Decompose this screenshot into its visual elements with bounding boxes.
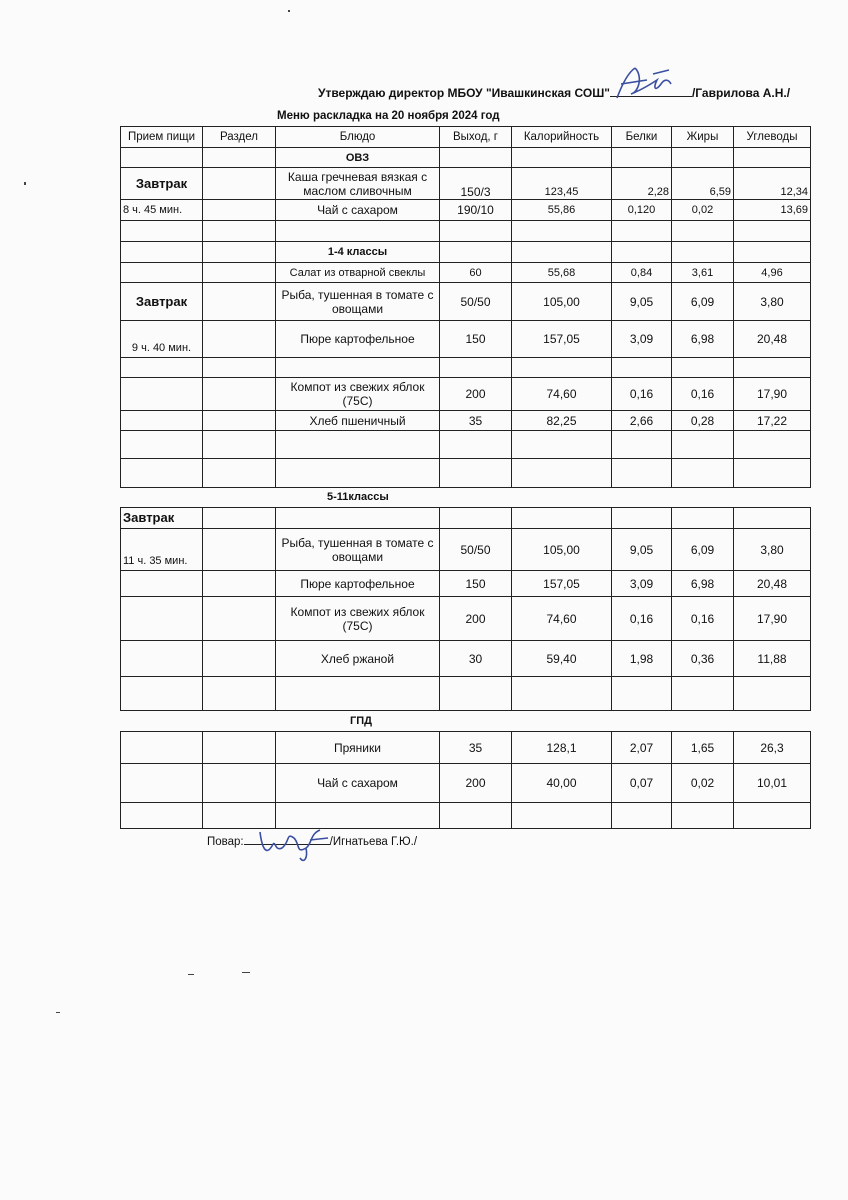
calories: 128,1 [512,732,612,764]
menu-table-2 [120,507,811,711]
output: 35 [440,732,512,764]
calories: 157,05 [512,571,612,597]
empty-row [121,803,811,829]
col-carbs: Углеводы [734,127,811,148]
section-label-gpd: ГПД [350,715,372,727]
calories: 55,68 [512,263,612,283]
table-row [121,529,811,571]
carbs: 4,96 [734,263,811,283]
col-protein: Белки [612,127,672,148]
fat: 6,09 [672,529,734,571]
protein: 0,16 [612,597,672,641]
output: 150 [440,321,512,358]
calories: 74,60 [512,378,612,411]
empty-row [121,459,811,488]
calories: 105,00 [512,529,612,571]
calories: 82,25 [512,411,612,431]
dish: Чай с сахаром [276,200,440,221]
protein: 2,07 [612,732,672,764]
table-row [121,168,811,200]
carbs: 26,3 [734,732,811,764]
section-label: 1-4 классы [276,242,440,263]
scan-speck [56,1012,60,1013]
output: 150/3 [440,168,512,200]
carbs: 17,90 [734,378,811,411]
fat: 6,09 [672,283,734,321]
output: 150 [440,571,512,597]
fat: 0,02 [672,764,734,803]
scan-speck [288,10,290,12]
col-calories: Калорийность [512,127,612,148]
output: 60 [440,263,512,283]
dish: Компот из свежих яблок (75С) [276,378,440,411]
output: 50/50 [440,529,512,571]
table-row [121,597,811,641]
meal-label: Завтрак [121,168,203,200]
section-row-1-4 [121,242,811,263]
dish: Пряники [276,732,440,764]
protein: 2,28 [612,168,672,200]
dish: Каша гречневая вязкая с маслом сливочным [276,168,440,200]
carbs: 20,48 [734,571,811,597]
meal-label: Завтрак [121,283,203,321]
protein: 2,66 [612,411,672,431]
table-row [121,321,811,358]
approval-suffix: /Гаврилова А.Н./ [691,86,791,100]
col-section: Раздел [203,127,276,148]
cook-prefix: Повар: [207,836,244,848]
cook-signature [250,818,340,868]
empty-row [121,431,811,459]
output: 190/10 [440,200,512,221]
approval-prefix: Утверждаю директор МБОУ "Ивашкинская СОШ" [318,86,610,100]
calories: 59,40 [512,641,612,677]
carbs: 20,48 [734,321,811,358]
carbs: 13,69 [734,200,811,221]
output: 35 [440,411,512,431]
table-row [121,732,811,764]
dish: Хлеб ржаной [276,641,440,677]
table-row [121,378,811,411]
approval-line [318,86,790,100]
dish: Пюре картофельное [276,571,440,597]
dish: Рыба, тушенная в томате с овощами [276,283,440,321]
section-label-5-11: 5-11классы [327,491,389,503]
calories: 157,05 [512,321,612,358]
carbs: 12,34 [734,168,811,200]
menu-table-3 [120,731,811,829]
col-meal: Прием пищи [121,127,203,148]
scan-speck [242,972,250,973]
cook-suffix: /Игнатьева Г.Ю./ [329,836,418,848]
fat: 0,02 [672,200,734,221]
empty-row [121,358,811,378]
dish: Хлеб пшеничный [276,411,440,431]
meal-time: 9 ч. 40 мин. [121,321,203,358]
protein: 0,07 [612,764,672,803]
fat: 6,98 [672,321,734,358]
carbs: 10,01 [734,764,811,803]
fat: 0,16 [672,378,734,411]
calories: 40,00 [512,764,612,803]
table-row [121,263,811,283]
output: 200 [440,597,512,641]
fat: 6,59 [672,168,734,200]
table-row [121,571,811,597]
output: 200 [440,378,512,411]
carbs: 3,80 [734,283,811,321]
calories: 105,00 [512,283,612,321]
empty-row [121,677,811,711]
carbs: 11,88 [734,641,811,677]
fat: 3,61 [672,263,734,283]
col-output: Выход, г [440,127,512,148]
protein: 9,05 [612,283,672,321]
section-row-ovz [121,148,811,168]
empty-row [121,221,811,242]
fat: 0,28 [672,411,734,431]
table-row [121,283,811,321]
col-fat: Жиры [672,127,734,148]
protein: 0,16 [612,378,672,411]
dish: Пюре картофельное [276,321,440,358]
dish: Компот из свежих яблок (75С) [276,597,440,641]
carbs: 17,22 [734,411,811,431]
fat: 1,65 [672,732,734,764]
fat: 0,16 [672,597,734,641]
output: 200 [440,764,512,803]
meal-time: 8 ч. 45 мин. [121,200,203,221]
fat: 0,36 [672,641,734,677]
dish: Чай с сахаром [276,764,440,803]
dish: Рыба, тушенная в томате с овощами [276,529,440,571]
calories: 123,45 [512,168,612,200]
menu-table-1 [120,126,811,488]
carbs: 3,80 [734,529,811,571]
protein: 3,09 [612,571,672,597]
protein: 1,98 [612,641,672,677]
col-dish: Блюдо [276,127,440,148]
calories: 55,86 [512,200,612,221]
protein: 0,84 [612,263,672,283]
meal-label: Завтрак [121,508,203,529]
meal-time: 11 ч. 35 мин. [121,529,203,571]
table-row [121,764,811,803]
output: 30 [440,641,512,677]
menu-title: Меню раскладка на 20 ноября 2024 год [277,110,500,122]
table-row [121,641,811,677]
scan-speck [188,974,194,975]
carbs: 17,90 [734,597,811,641]
output: 50/50 [440,283,512,321]
header-row [121,127,811,148]
director-signature [595,62,685,106]
fat: 6,98 [672,571,734,597]
scan-speck [24,182,26,185]
protein: 3,09 [612,321,672,358]
table-row [121,508,811,529]
protein: 0,120 [612,200,672,221]
protein: 9,05 [612,529,672,571]
section-label: ОВЗ [276,148,440,168]
calories: 74,60 [512,597,612,641]
dish: Салат из отварной свеклы [276,263,440,283]
table-row [121,200,811,221]
table-row [121,411,811,431]
